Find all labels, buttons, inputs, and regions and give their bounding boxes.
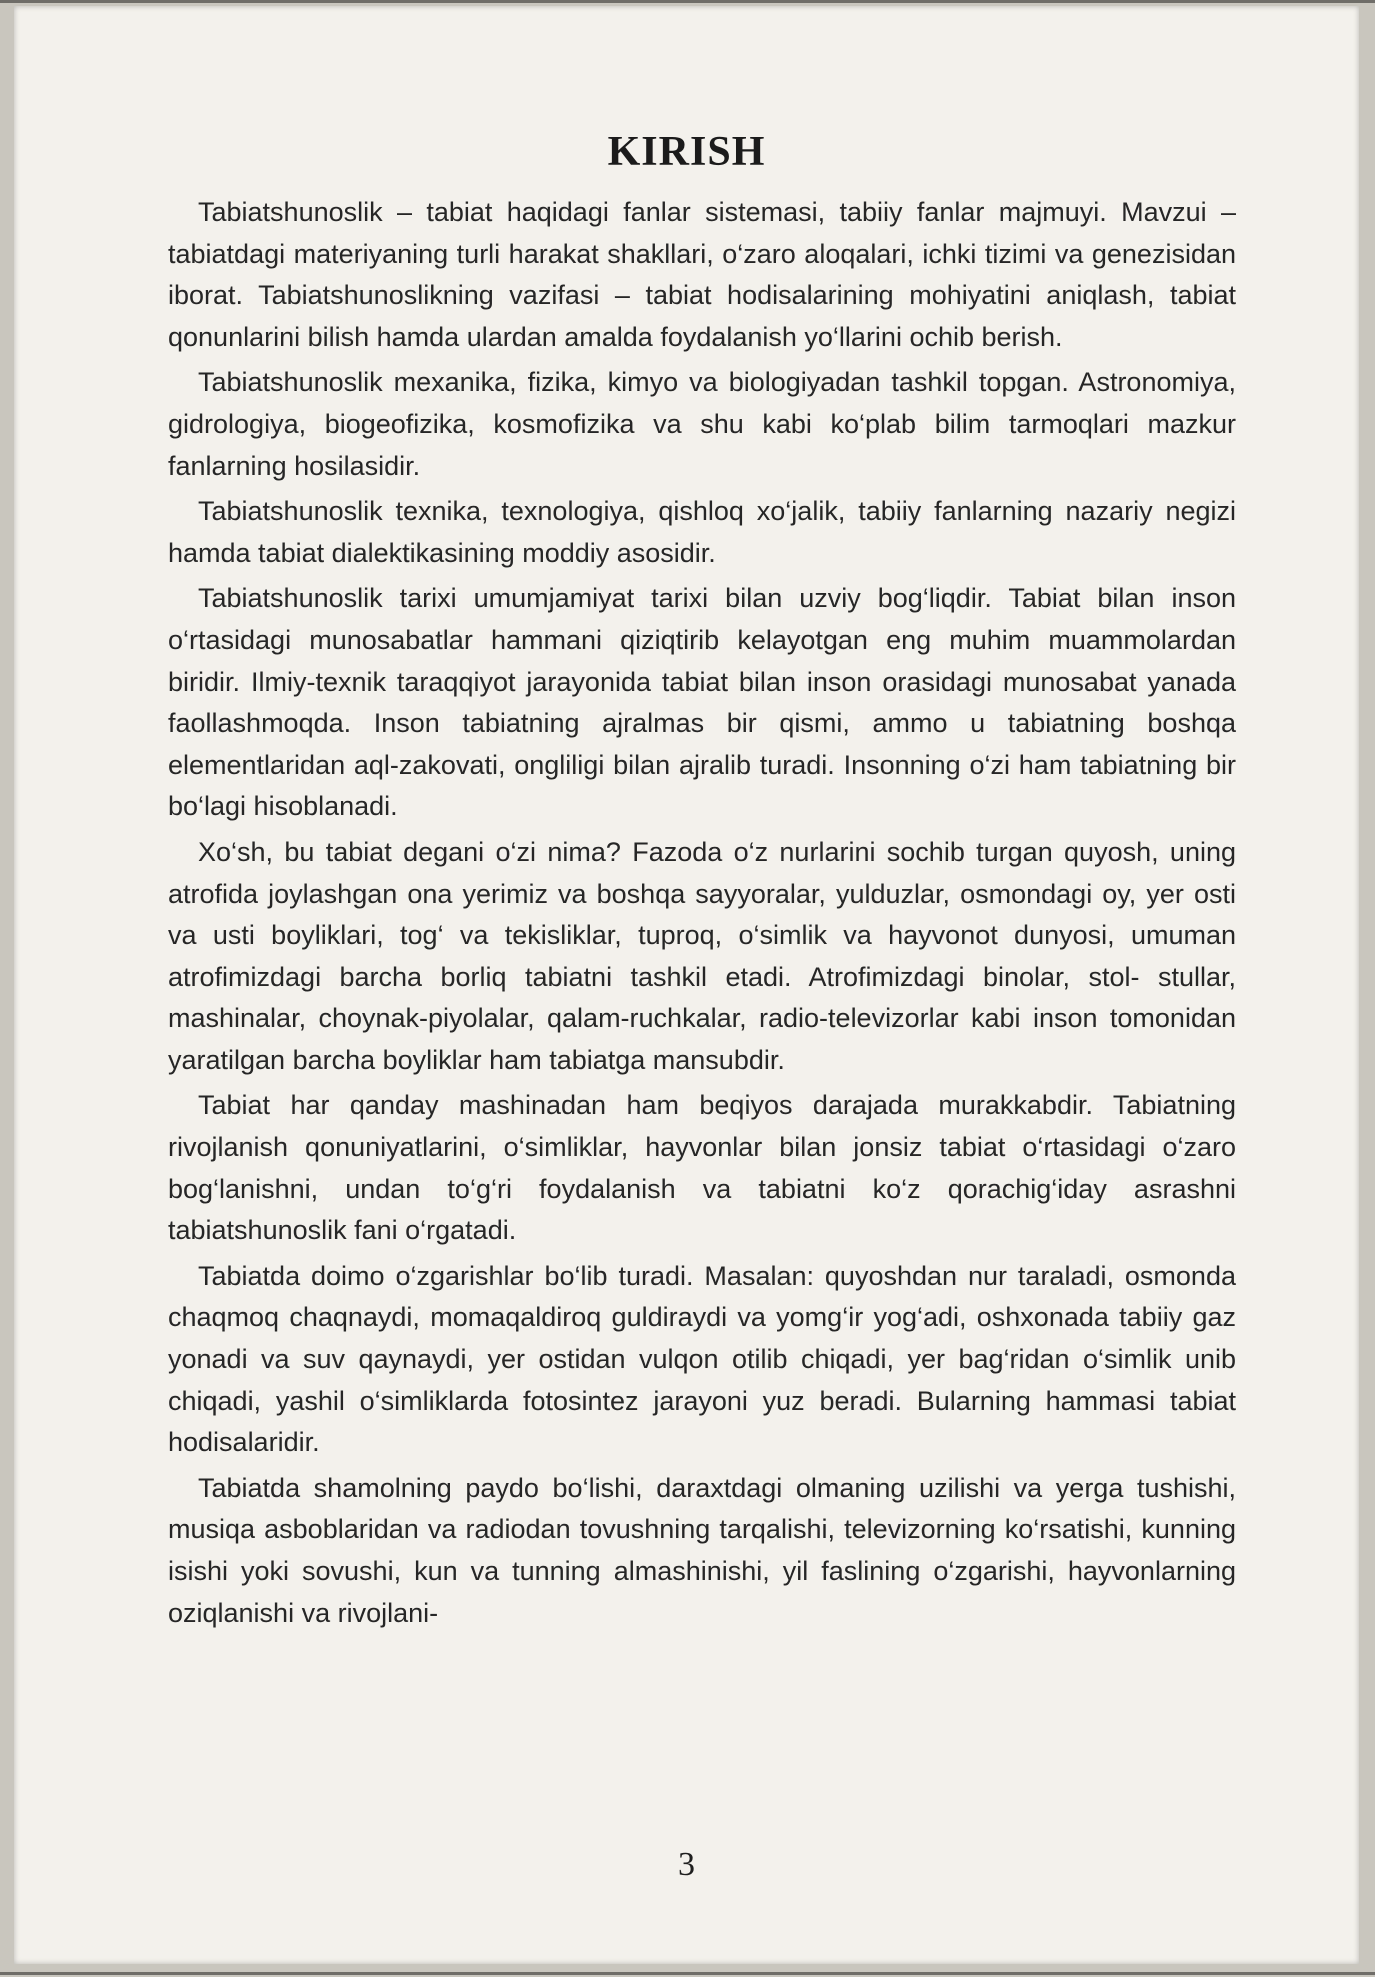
paragraph: Tabiatda shamolning paydo bo‘lishi, daraxtdagi olmaning uzilishi va yerga tushishi, musiqa asboblaridan va radiodan tovushning tarqalishi, televizorning ko‘rsatishi, kunning isishi yoki sovushi, kun va tunning almashinishi, yil faslining o‘zgarishi, hayvonlarning oziqlanishi va rivojlani- [168, 1472, 1236, 1628]
body-text [168, 192, 1236, 1638]
paragraph: Xo‘sh, bu tabiat degani o‘zi nima? Fazoda o‘z nurlarini sochib turgan quyosh, uning atrofida joylashgan ona yerimiz va boshqa sayyoralar, yulduzlar, osmondagi oy, yer osti va usti boyliklari, tog‘ va tekisliklar, tuproq, o‘simlik va hayvonot dunyosi, umuman atrofimizdagi barcha borliq tabiatni tashkil etadi. Atrofimizdagi binolar, stol- stullar, mashinalar, choynak-piyolalar, qalam-ruchkalar, radio-televizorlar kabi inson tomonidan yaratilgan barcha boyliklar ham tabiatga mansubdir. [168, 836, 1236, 1075]
scan-top-edge [0, 0, 1375, 3]
paragraph: Tabiatshunoslik mexanika, fizika, kimyo va biologiyadan tashkil topgan. Astronomiya, gidrologiya, biogeofizika, kosmofizika va shu kabi ko‘plab bilim tarmoqlari mazkur fanlarning hosilasidir. [168, 367, 1236, 481]
paragraph: Tabiat har qanday mashinadan ham beqiyos darajada murakkabdir. Tabiatning rivojlanish qonuniyatlarini, o‘simliklar, hayvonlar bilan jonsiz tabiat o‘rtasidagi o‘zaro bog‘lanishni, undan to‘g‘ri foydalanish va tabiatni ko‘z qorachig‘iday asrashni tabiatshunoslik fani o‘rgatadi. [168, 1090, 1236, 1246]
page-title: KIRISH [607, 129, 766, 175]
paragraph: Tabiatshunoslik tarixi umumjamiyat tarixi bilan uzviy bog‘liqdir. Tabiat bilan inson o‘rtasidagi munosabatlar hammani qiziqtirib kelayotgan eng muhim muammolardan biridir. Ilmiy-texnik taraqqiyot jarayonida tabiat bilan inson orasidagi munosabat yanada faollashmoqda. Inson tabiatning ajralmas bir qismi, ammo u tabiatning boshqa elementlaridan aql-zakovati, ongliligi bilan ajralib turadi. Insonning o‘zi ham tabiatning bir bo‘lagi hisoblanadi. [168, 583, 1236, 822]
paragraph: Tabiatshunoslik – tabiat haqidagi fanlar sistemasi, tabiiy fanlar majmuyi. Mavzui – tabiatdagi materiyaning turli harakat shakllari, o‘zaro aloqalari, ichki tizimi va genezisidan iborat. Tabiatshunoslikning vazifasi – tabiat hodisalarining mohiyatini aniqlash, tabiat qonunlarini bilish hamda ulardan amalda foydalanish yo‘llarini ochib berish. [168, 197, 1236, 352]
paragraph: Tabiatshunoslik texnika, texnologiya, qishloq xo‘jalik, tabiiy fanlarning nazariy negizi hamda tabiat dialektikasining moddiy asosidir. [168, 496, 1236, 568]
page-number: 3 [678, 1846, 695, 1883]
scan-bottom-edge [0, 1972, 1375, 1975]
paragraph: Tabiatda doimo o‘zgarishlar bo‘lib turadi. Masalan: quyoshdan nur taraladi, osmonda chaqmoq chaqnaydi, momaqaldiroq guldiraydi va yomg‘ir yog‘adi, oshxonada tabiiy gaz yonadi va suv qaynaydi, yer ostidan vulqon otilib chiqadi, yer bag‘ridan o‘simlik unib chiqadi, yashil o‘simliklarda fotosintez jarayoni yuz beradi. Bularning hammasi tabiat hodisalaridir. [168, 1260, 1236, 1458]
book-page [14, 6, 1359, 1964]
